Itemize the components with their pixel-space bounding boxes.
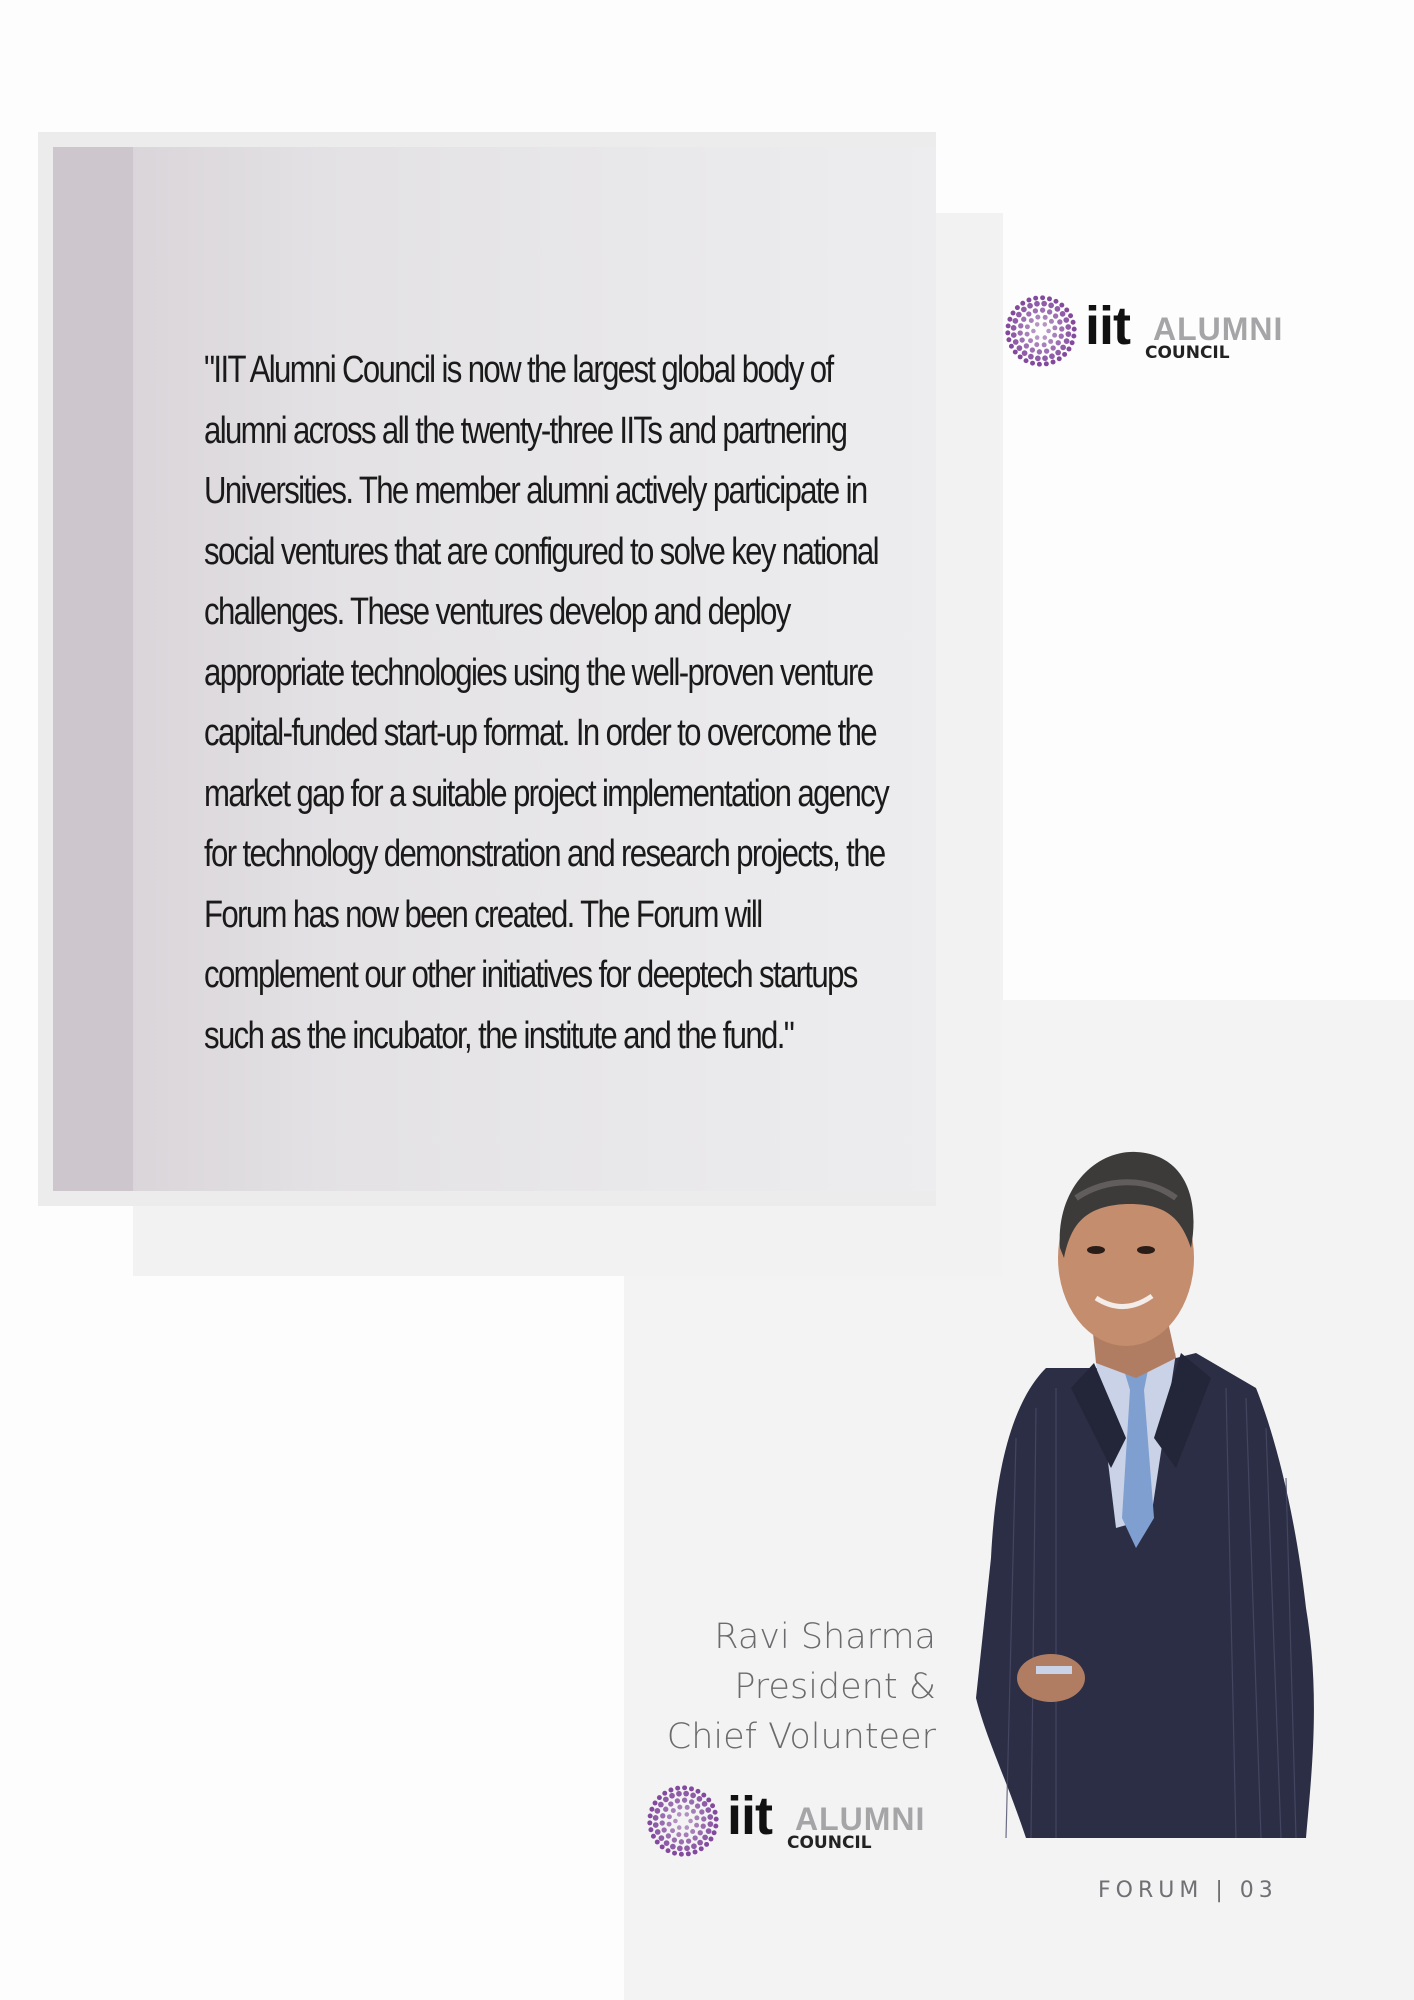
quote-line: appropriate technologies using the well-proven venture — [204, 651, 873, 694]
logo-alumni: ALUMNI — [1153, 311, 1284, 347]
logo-council: COUNCIL — [1145, 343, 1230, 363]
dot-ring-icon — [645, 1783, 721, 1859]
quote-line: alumni across all the twenty-three IITs and partnering — [204, 409, 847, 452]
quote-line: Universities. The member alumni actively participate in — [204, 470, 867, 512]
quote-line: "IIT Alumni Council is now the largest global body of — [204, 349, 833, 391]
quote-line: social ventures that are configured to solve key national — [204, 530, 878, 573]
signatory-title: Chief Volunteer — [666, 1717, 936, 1757]
quote-line: challenges. These ventures develop and deploy — [204, 591, 790, 633]
logo-alumni: ALUMNI — [795, 1801, 926, 1837]
logo-wordmark — [727, 1783, 937, 1859]
quote-line: Forum has now been created. The Forum will — [204, 893, 762, 936]
signature-block — [600, 1612, 936, 1762]
president-portrait — [976, 1138, 1346, 1868]
page-number: FORUM | 03 — [1098, 1878, 1278, 1903]
quote-panel-stripe — [53, 147, 133, 1191]
quote-line: capital-funded start-up format. In order to overcome the — [204, 712, 876, 754]
logo-iit: iit — [727, 1786, 772, 1846]
quote-line: such as the incubator, the institute and the fund." — [204, 1014, 794, 1057]
logo-iit: iit — [1085, 296, 1130, 356]
quote-text — [204, 340, 926, 1066]
iit-alumni-council-logo — [1003, 293, 1295, 369]
logo-council: COUNCIL — [787, 1833, 872, 1853]
signatory-title: President & — [734, 1667, 936, 1707]
quote-line: market gap for a suitable project implementation agency — [204, 772, 889, 815]
quote-line: for technology demonstration and research projects, the — [204, 833, 885, 875]
dot-ring-icon — [1003, 293, 1079, 369]
signatory-name: Ravi Sharma — [714, 1617, 936, 1657]
iit-alumni-council-logo — [645, 1783, 937, 1859]
quote-line: complement our other initiatives for deeptech startups — [204, 954, 857, 996]
logo-wordmark — [1085, 293, 1295, 369]
